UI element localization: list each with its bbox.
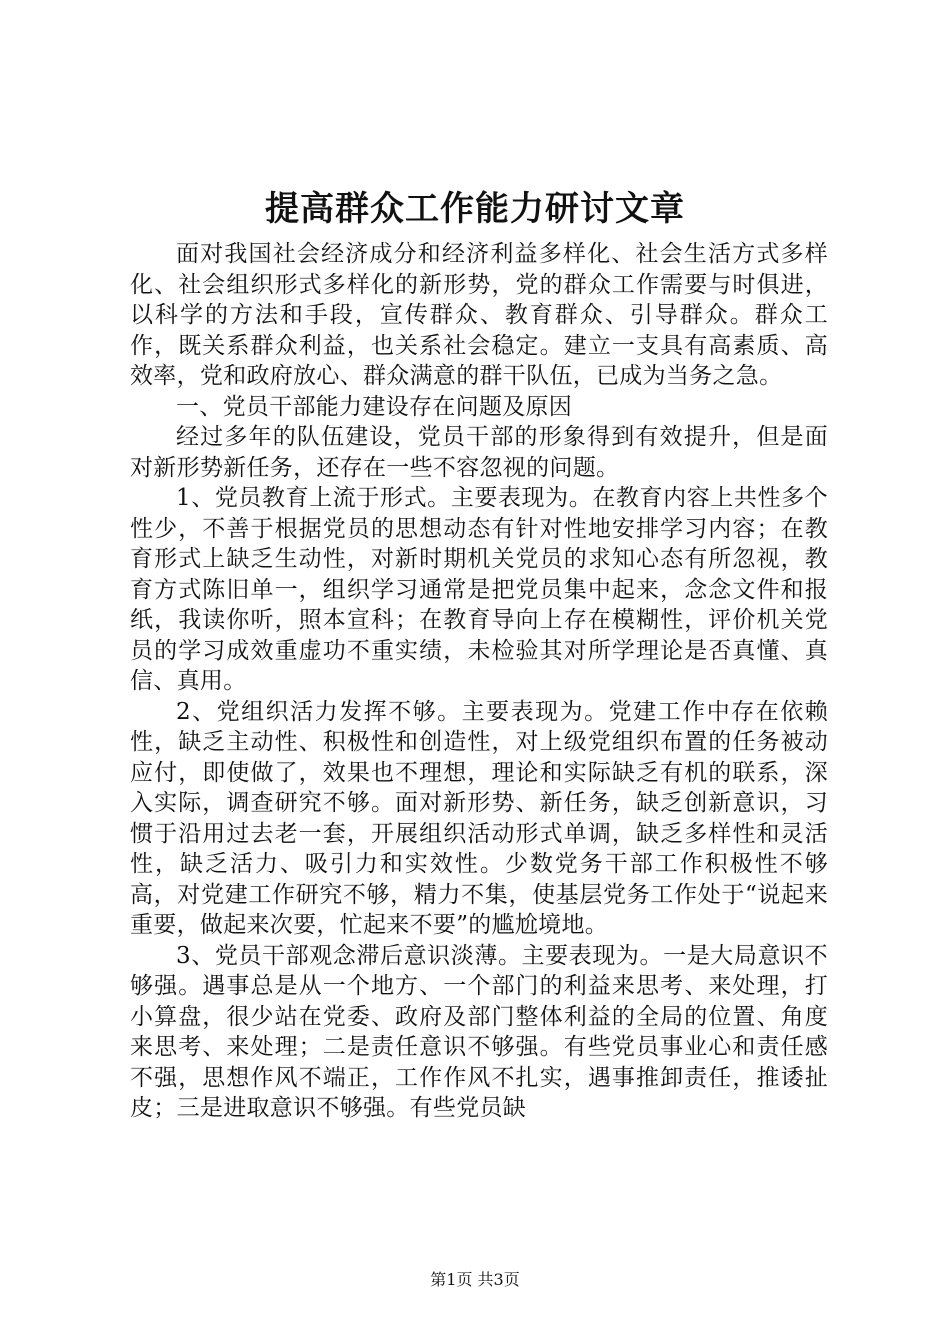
document-title: 提高群众工作能力研讨文章	[265, 189, 685, 229]
paragraph-intro: 面对我国社会经济成分和经济利益多样化、社会生活方式多样化、社会组织形式多样化的新形势，党的群众工作需要与时俱进，以科学的方法和手段，宣传群众、教育群众、引导群众。群众工作，既关系群众利益，也关系社会稳定。建立一支具有高素质、高效率，党和政府放心、群众满意的群干队伍，已成为当务之急。	[130, 241, 828, 389]
page-number-footer: 第1页 共3页	[430, 1270, 520, 1289]
document-body	[130, 239, 828, 1124]
section-heading-1: 一、党员干部能力建设存在问题及原因	[176, 393, 573, 420]
paragraph-overview: 经过多年的队伍建设，党员干部的形象得到有效提升，但是面对新形势新任务，还存在一些不容忽视的问题。	[130, 424, 828, 481]
paragraph-point-2: 2、党组织活力发挥不够。主要表现为。党建工作中存在依赖性，缺乏主动性、积极性和创造性，对上级党组织布置的任务被动应付，即使做了，效果也不理想，理论和实际缺乏有机的联系，深入实际，调查研究不够。面对新形势、新任务，缺乏创新意识，习惯于沿用过去老一套，开展组织活动形式单调，缺乏多样性和灵活性，缺乏活力、吸引力和实效性。少数党务干部工作积极性不够高，对党建工作研究不够，精力不集，使基层党务工作处于“说起来重要，做起来次要，忙起来不要”的尴尬境地。	[130, 698, 828, 938]
paragraph-point-1: 1、党员教育上流于形式。主要表现为。在教育内容上共性多个性少，不善于根据党员的思想动态有针对性地安排学习内容；在教育形式上缺乏生动性，对新时期机关党员的求知心态有所忽视，教育方式陈旧单一，组织学习通常是把党员集中起来，念念文件和报纸，我读你听，照本宣科；在教育导向上存在模糊性，评价机关党员的学习成效重虚功不重实绩，未检验其对所学理论是否真懂、真信、真用。	[130, 485, 828, 694]
paragraph-point-3: 3、党员干部观念滞后意识淡薄。主要表现为。一是大局意识不够强。遇事总是从一个地方、一个部门的利益来思考、来处理，打小算盘，很少站在党委、政府及部门整体利益的全局的位置、角度来思考、来处理；二是责任意识不够强。有些党员事业心和责任感不强，思想作风不端正，工作作风不扎实，遇事推卸责任，推诿扯皮；三是进取意识不够强。有些党员缺	[130, 942, 828, 1121]
